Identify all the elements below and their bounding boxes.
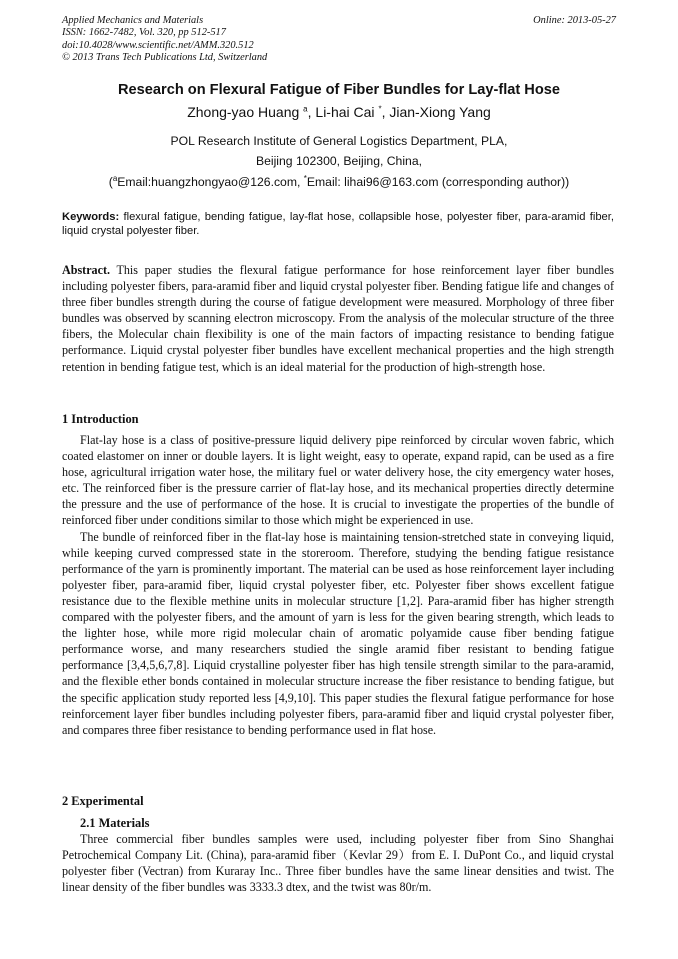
- journal-name: Applied Mechanics and Materials: [62, 15, 204, 26]
- paper-title: Research on Flexural Fatigue of Fiber Bundles for Lay-flat Hose: [118, 82, 560, 98]
- affiliation-line: POL Research Institute of General Logistics Department, PLA,: [170, 134, 508, 148]
- section-heading-experimental: 2 Experimental: [62, 794, 144, 808]
- email-superscript: a: [112, 173, 118, 183]
- author-name: , Li-hai Cai: [307, 104, 379, 120]
- journal-copyright: © 2013 Trans Tech Publications Ltd, Switzerland: [62, 51, 268, 63]
- author-superscript: *: [378, 104, 382, 114]
- keywords-label: Keywords:: [62, 211, 120, 223]
- author-name: Zhong-yao Huang: [187, 104, 304, 120]
- email-open-paren: (: [108, 175, 113, 189]
- abstract-label: Abstract.: [62, 263, 111, 277]
- materials-body: [62, 831, 614, 895]
- author-superscript: a: [303, 104, 308, 114]
- author-list: [40, 103, 638, 121]
- author-name: , Jian-Xiong Yang: [381, 104, 491, 120]
- email-address-a: Email:huangzhongyao@126.com,: [117, 175, 304, 189]
- paragraph: Three commercial fiber bundles samples were used, including polyester fiber from Sino Shanghai Petrochemical Company Lit. (China), para-aramid fiber（Kevlar 29）from E. I. DuPont Co., and liquid crystal polyester fiber (Vectran) from Kuraray Inc.. Three fiber bundles have the same linear densities and twist. The linear density of the fiber bundles was 3333.3 dtex, and the twist was 80r/m.: [62, 832, 614, 895]
- introduction-body: [62, 432, 614, 738]
- keywords-block: [62, 210, 614, 238]
- abstract-block: [62, 262, 614, 375]
- keywords-text: flexural fatigue, bending fatigue, lay-flat hose, collapsible hose, polyester fiber, para-aramid fiber, liquid crystal polyester fiber.: [62, 211, 614, 238]
- email-address-b: Email: lihai96@163.com (corresponding author)): [306, 175, 570, 189]
- online-date-block: [533, 15, 616, 27]
- journal-doi: doi:10.4028/www.scientific.net/AMM.320.512: [62, 39, 254, 51]
- affiliation-line: Beijing 102300, Beijing, China,: [255, 154, 422, 168]
- section-heading-introduction: 1 Introduction: [62, 412, 139, 426]
- paragraph: Flat-lay hose is a class of positive-pressure liquid delivery pipe reinforced by circular woven fabric, which coated elastomer on inner or double layers. It is light weight, easy to operate, expand rapid, can be used as a fire hose, agricultural irrigation water hose, the military fuel or water delivery hose, the city emergency water hoses, etc. The reinforced fiber is the pressure carrier of flat-lay hose, and its mechanical properties directly determine the pressure and the use of performance of the hose. It is crucial to investigate the properties of the bundle of reinforced fiber under conditions similar to those which might be experienced in use.: [62, 433, 614, 528]
- paragraph: The bundle of reinforced fiber in the flat-lay hose is maintaining tension-stretched state in conveying liquid, while keeping curved compressed state in the storeroom. Therefore, studying the bending fatigue resistance performance of the yarn is prominently important. The material can be used as hose reinforcement layer including polyester fiber, para-aramid fiber, liquid crystal polyester fiber, etc. Polyester fiber shows excellent fatigue resistance due to the flexible methine units in molecular structure [1,2]. Para-aramid fiber has higher strength compared with the polyester fibers, and the amount of yarn is less for the given bearing strength, which leads to the lighter hose, while more rigid molecular chain of aromatic polyamide cause fiber bending fatigue performance worse, and many researchers studied the single aramid fiber resistant to bending fatigue performance [3,4,5,6,7,8]. Liquid crystalline polyester fiber has high tensile strength similar to the para-aramid, and the flexible ether bonds contained in molecular structure increase the fiber resistance to bending fatigue, but the specific application study reported less [4,9,10]. This paper studies the flexural fatigue performance for hose reinforcement layer fiber bundles including polyester fibers, para-aramid fiber and liquid crystal polyester fiber, and compares three fiber resistance to bending performance used in flat hose.: [62, 529, 614, 737]
- journal-header: [62, 15, 422, 64]
- journal-issn: ISSN: 1662-7482, Vol. 320, pp 512-517: [62, 27, 226, 39]
- email-line: [40, 174, 638, 190]
- email-superscript: *: [303, 173, 307, 183]
- abstract-text: This paper studies the flexural fatigue performance for hose reinforcement layer fiber bundles including polyester fibers, para-aramid fiber and liquid crystal polyester fiber. Bending fatigue life and changes of three fiber bundles strength during the course of fatigue development were measured. Morphology of three fiber bundles was observed by scanning electron microscopy. From the analysis of the molecular structure of the three fibers, the Molecular chain flexibility is one of the main factors of impacting resistance to bending fatigue performance. Liquid crystal polyester fiber bundles have excellent mechanical properties and the high strength retention in bending fatigue test, which is an ideal material for the production of high-strength hose.: [62, 263, 614, 374]
- subsection-heading-materials: 2.1 Materials: [80, 816, 150, 830]
- online-date: Online: 2013-05-27: [533, 15, 616, 26]
